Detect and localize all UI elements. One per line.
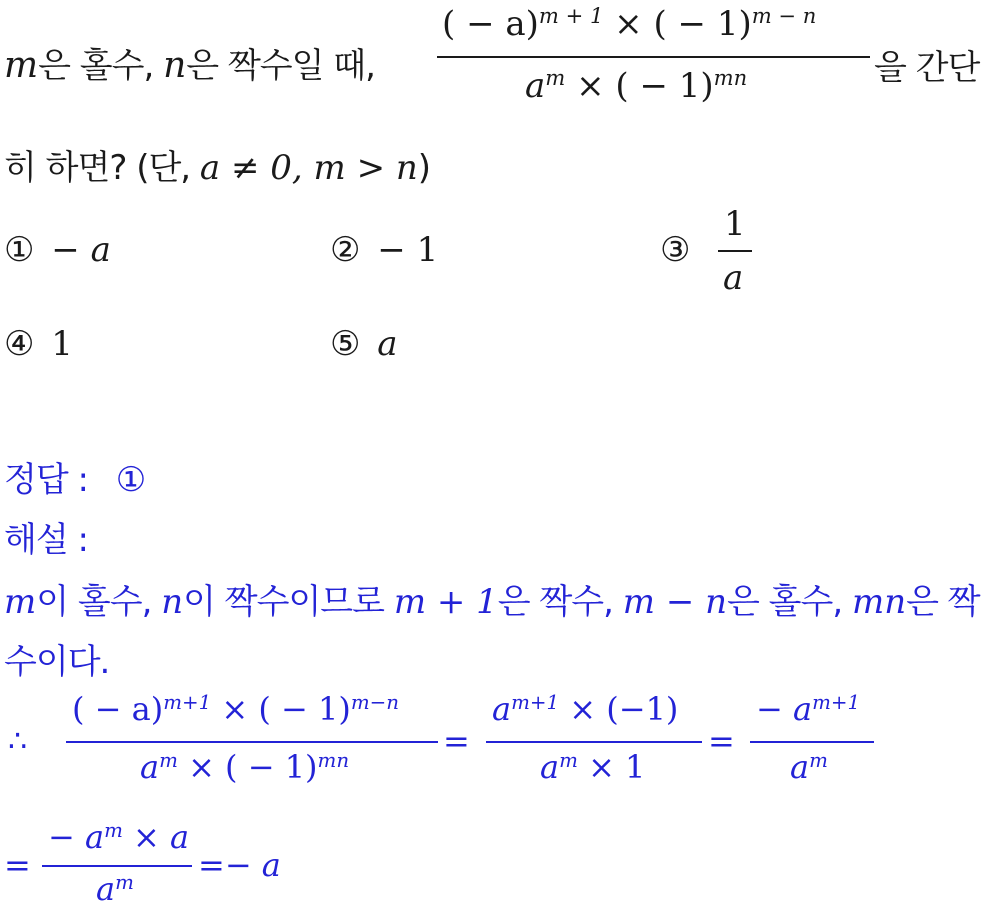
choice-value: − 1 xyxy=(377,230,439,270)
numerator-mid: × a xyxy=(122,818,190,856)
equals-sign: = xyxy=(443,722,470,760)
var-m: m xyxy=(4,45,39,86)
question-text: 은 홀수, xyxy=(38,46,164,86)
solution-text: 은 짝수, xyxy=(497,582,623,622)
equals-sign: = xyxy=(4,846,31,884)
question-text: 히 하면? (단, xyxy=(4,148,200,188)
denominator-base: a xyxy=(140,748,160,786)
question-suffix: 을 간단 xyxy=(874,48,980,88)
final-result: =− a xyxy=(198,846,281,884)
question-line-1 xyxy=(4,38,375,87)
denominator-exponent-2: mn xyxy=(317,749,350,773)
numerator-mid: × (−1) xyxy=(559,690,679,728)
numerator-exponent-2: m − n xyxy=(751,3,817,29)
numerator-base: ( − a) xyxy=(72,690,164,728)
denominator-exponent: m xyxy=(809,749,828,773)
expression: mn xyxy=(851,582,907,622)
solution-text: 은 홀수, xyxy=(727,582,852,622)
numerator-mid: × ( − 1) xyxy=(211,690,351,728)
denominator-exponent: m xyxy=(159,749,178,773)
question-fraction-denominator xyxy=(525,66,747,106)
choice-number: ① xyxy=(4,230,35,270)
numerator-base: ( − a) xyxy=(442,4,539,44)
choice-3-numerator: 1 xyxy=(724,204,746,244)
denominator-mid: × ( − 1) xyxy=(177,748,318,786)
numerator-base: − a xyxy=(756,690,813,728)
denominator-mid: × 1 xyxy=(577,748,646,786)
choice-3-denominator: a xyxy=(723,258,744,298)
choice-3-fraction-bar xyxy=(718,250,752,252)
numerator-exponent: m+1 xyxy=(511,691,560,715)
numerator-mid: × ( − 1) xyxy=(603,4,752,44)
numerator-exponent: m + 1 xyxy=(538,3,604,29)
denominator-exponent-2: mn xyxy=(713,65,748,91)
denominator-exponent: m xyxy=(559,749,578,773)
question-text: 은 짝수일 때, xyxy=(186,46,375,86)
therefore-symbol: ∴ xyxy=(8,724,28,759)
solution-fraction-3-denominator xyxy=(790,748,828,786)
choice-value: − a xyxy=(51,230,111,270)
numerator-exponent: m+1 xyxy=(163,691,212,715)
answer-value: ① xyxy=(115,460,147,500)
solution-fraction-2-denominator xyxy=(540,748,645,786)
equals-sign: = xyxy=(708,722,735,760)
choice-number: ⑤ xyxy=(330,324,361,364)
question-fraction-bar xyxy=(437,56,870,58)
expression: m − n xyxy=(622,582,728,622)
expression: m + 1 xyxy=(393,582,498,622)
question-line-2 xyxy=(4,140,430,189)
denominator-exponent: m xyxy=(545,65,566,91)
solution-text: 은 짝 xyxy=(906,582,980,622)
denominator-exponent: m xyxy=(115,871,134,895)
answer-line xyxy=(4,452,146,501)
numerator-exponent: m+1 xyxy=(812,691,861,715)
denominator-base: a xyxy=(525,66,546,106)
solution-fraction-3-numerator xyxy=(756,690,860,728)
choice-number: ③ xyxy=(660,230,691,270)
solution-fraction-2-bar xyxy=(486,741,702,743)
choice-5[interactable] xyxy=(330,324,398,364)
var-m: m xyxy=(4,582,37,622)
answer-label: 정답 : xyxy=(4,460,98,500)
solution-line-1 xyxy=(4,574,980,623)
solution-fraction-1-denominator xyxy=(140,748,349,786)
numerator-base: a xyxy=(492,690,512,728)
choice-value: 1 xyxy=(51,324,73,364)
solution-fraction-1-numerator xyxy=(72,690,399,728)
numerator-base: − a xyxy=(48,818,105,856)
denominator-base: a xyxy=(790,748,810,786)
choice-1[interactable] xyxy=(4,230,111,270)
var-n: n xyxy=(161,582,184,622)
denominator-base: a xyxy=(540,748,560,786)
choice-4[interactable] xyxy=(4,324,73,364)
question-fraction-numerator xyxy=(442,4,816,44)
solution-text: 이 홀수, xyxy=(36,582,162,622)
choice-number: ④ xyxy=(4,324,35,364)
denominator-mid: × ( − 1) xyxy=(565,66,714,106)
solution-fraction-2-numerator xyxy=(492,690,678,728)
denominator-base: a xyxy=(96,870,116,908)
question-text: ) xyxy=(417,148,431,188)
solution-fraction-4-denominator xyxy=(96,870,134,908)
solution-fraction-1-bar xyxy=(66,741,438,743)
solution-label: 해설 : xyxy=(4,520,88,560)
condition: a ≠ 0, m > n xyxy=(199,148,418,188)
numerator-exponent: m xyxy=(104,819,123,843)
solution-line-2: 수이다. xyxy=(4,642,110,682)
var-n: n xyxy=(163,45,187,86)
solution-fraction-4-numerator xyxy=(48,818,189,856)
choice-3[interactable] xyxy=(660,230,690,270)
choice-value: a xyxy=(377,324,398,364)
numerator-exponent-2: m−n xyxy=(350,691,400,715)
solution-text: 이 짝수이므로 xyxy=(183,582,394,622)
solution-fraction-3-bar xyxy=(750,741,874,743)
solution-fraction-4-bar xyxy=(42,865,192,867)
choice-2[interactable] xyxy=(330,230,438,270)
choice-number: ② xyxy=(330,230,361,270)
